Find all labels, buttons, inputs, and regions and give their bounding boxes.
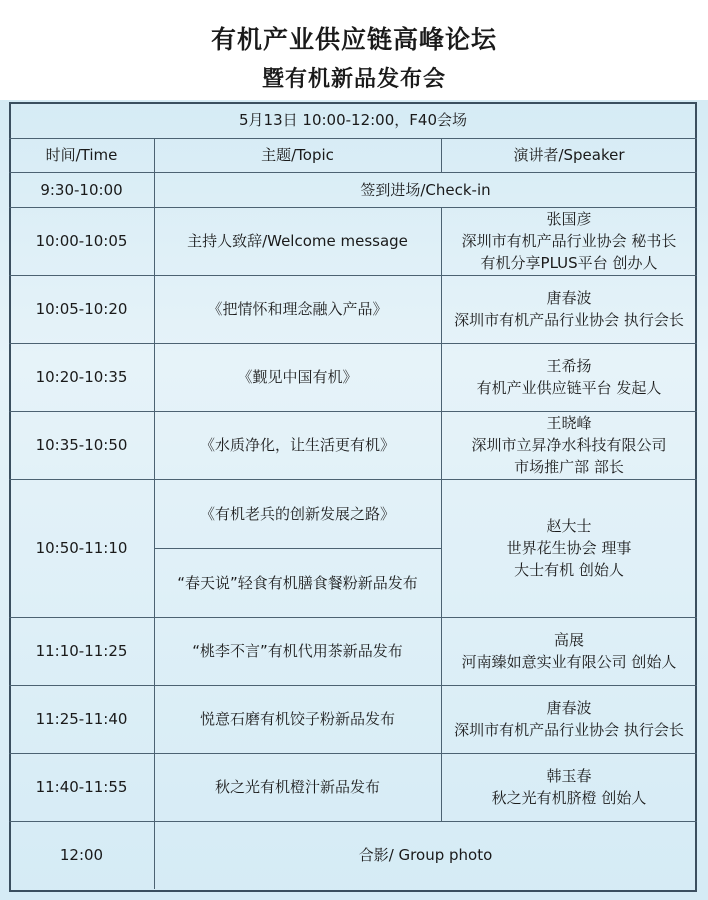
time-text: 11:25-11:40 [35, 710, 128, 728]
time-text: 12:00 [59, 846, 104, 864]
time-text: 9:30-10:00 [40, 180, 123, 199]
speaker-title: 深圳市立昇净水科技有限公司 [471, 436, 667, 454]
table-rule [441, 138, 442, 172]
topic-cell [154, 275, 441, 343]
time-text: 10:05-10:20 [35, 300, 128, 318]
time-cell [9, 821, 154, 889]
speaker-title: 深圳市有机产品行业协会 执行会长 [454, 721, 684, 739]
speaker-cell [441, 479, 697, 617]
time-cell [9, 685, 154, 753]
page-header [0, 0, 708, 100]
column-header-time-label: 时间/Time [45, 146, 118, 164]
speaker-name: 高展 [553, 631, 584, 649]
speaker-cell [441, 343, 697, 411]
topic-cell [154, 343, 441, 411]
topic-cell [154, 172, 697, 207]
column-header-time [9, 138, 154, 172]
time-cell [9, 172, 154, 207]
time-text: 10:50-11:10 [35, 539, 128, 557]
time-text: 10:35-10:50 [35, 436, 128, 454]
time-cell [9, 343, 154, 411]
speaker-cell [441, 207, 697, 275]
speaker-name: 王晓峰 [546, 414, 592, 432]
topic-text: 《有机老兵的创新发展之路》 [199, 504, 395, 523]
session-info-text: 5月13日 10:00-12:00，F40会场 [239, 111, 467, 129]
speaker-title: 秋之光有机脐橙 创始人 [491, 789, 647, 807]
topic-text: 签到进场/Check-in [360, 180, 491, 199]
speaker-cell [441, 411, 697, 479]
speaker-title: 河南臻如意实业有限公司 创始人 [461, 653, 677, 671]
speaker-title: 深圳市有机产品行业协会 执行会长 [454, 311, 684, 329]
time-text: 11:40-11:55 [35, 778, 128, 796]
speaker-name: 唐春波 [546, 699, 592, 717]
speaker-title: 有机分享PLUS平台 创办人 [480, 254, 658, 272]
speaker-cell [441, 617, 697, 685]
topic-text: 悦意石磨有机饺子粉新品发布 [199, 710, 395, 728]
speaker-name: 张国彦 [546, 210, 592, 228]
time-cell [9, 753, 154, 821]
time-cell [9, 275, 154, 343]
topic-text: “桃李不言”有机代用茶新品发布 [192, 642, 403, 660]
session-info [9, 102, 697, 138]
time-cell [9, 617, 154, 685]
topic-cell [154, 479, 441, 548]
time-text: 11:10-11:25 [35, 642, 128, 660]
time-text: 10:00-10:05 [35, 232, 128, 250]
speaker-title: 有机产业供应链平台 发起人 [476, 379, 662, 397]
topic-cell [154, 685, 441, 753]
speaker-title: 市场推广部 部长 [514, 458, 624, 476]
topic-cell [154, 411, 441, 479]
table-rule [154, 548, 441, 549]
time-cell [9, 411, 154, 479]
topic-text: 合影/ Group photo [358, 846, 493, 864]
speaker-title: 大士有机 创始人 [514, 561, 624, 579]
speaker-cell [441, 275, 697, 343]
topic-text: 秋之光有机橙汁新品发布 [214, 778, 380, 796]
topic-cell [154, 548, 441, 617]
column-header-speaker-label: 演讲者/Speaker [513, 146, 625, 164]
column-header-topic-label: 主题/Topic [261, 146, 334, 164]
topic-text: 《觐见中国有机》 [237, 368, 358, 386]
speaker-title: 世界花生协会 理事 [506, 539, 632, 557]
topic-cell [154, 617, 441, 685]
page-title: 有机产业供应链高峰论坛 [210, 25, 497, 54]
topic-text: 《水质净化，让生活更有机》 [199, 436, 395, 454]
topic-cell [154, 207, 441, 275]
topic-text: 《把情怀和理念融入产品》 [207, 300, 388, 318]
speaker-name: 王希扬 [546, 357, 592, 375]
speaker-name: 韩玉春 [546, 767, 592, 785]
speaker-name: 赵大士 [546, 517, 592, 535]
schedule-table [9, 102, 697, 892]
column-header-topic [154, 138, 441, 172]
topic-text: 主持人致辞/Welcome message [187, 232, 408, 250]
time-cell [9, 479, 154, 617]
table-rule [154, 138, 155, 172]
time-cell [9, 207, 154, 275]
page-subtitle: 暨有机新品发布会 [261, 67, 446, 92]
topic-cell [154, 821, 697, 889]
time-text: 10:20-10:35 [35, 368, 128, 386]
speaker-title: 深圳市有机产品行业协会 秘书长 [461, 232, 677, 250]
column-header-speaker [441, 138, 697, 172]
topic-text: “春天说”轻食有机膳食餐粉新品发布 [177, 573, 418, 592]
speaker-cell [441, 685, 697, 753]
topic-cell [154, 753, 441, 821]
speaker-cell [441, 753, 697, 821]
speaker-name: 唐春波 [546, 289, 592, 307]
